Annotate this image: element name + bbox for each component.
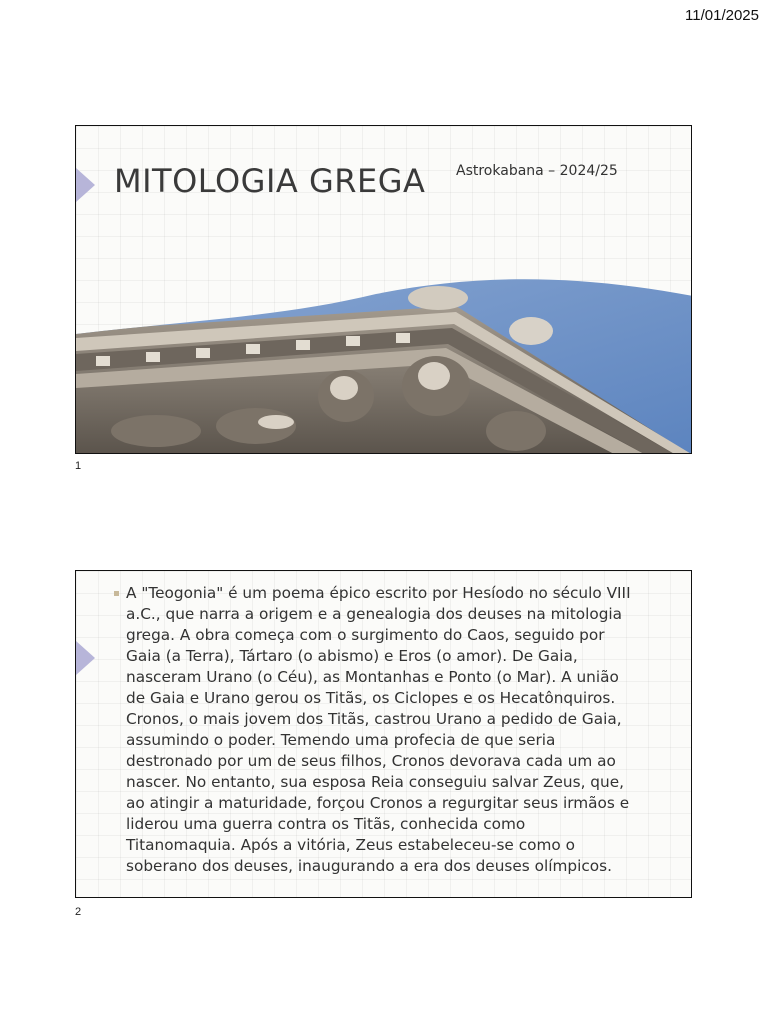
body-text: A "Teogonia" é um poema épico escrito por Hesíodo no século VIII a.C., que narra a origem e a genealogia dos deuses na mitologia grega. A obra começa com o surgimento do Caos, seguido por Gaia (a Terra), Tártaro (o abismo) e Eros (o amor). De Gaia, nasceram Urano (o Céu), as Montanhas e Ponto (o Mar). A união de Gaia e Urano gerou os Titãs, os Ciclopes e os Hecatônquiros. Cronos, o mais jovem dos Titãs, castrou Urano a pedido de Gaia, assumindo o poder. Temendo uma profecia de que seria destronado por um de seus filhos, Cronos devorava cada um ao nascer. No entanto, sua esposa Reia conseguiu salvar Zeus, que, ao atingir a maturidade, forçou Cronos a regurgitar seus irmãos e liderou uma guerra contra os Titãs, conhecida como Titanomaquia. Após a vitória, Zeus estabeleceu-se como o soberano dos deuses, inaugurando a era dos deuses olímpicos. xyxy=(126,584,631,875)
page-number: 2 xyxy=(75,906,82,918)
slide-marker-triangle xyxy=(76,168,95,202)
slide-title: MITOLOGIA GREGA xyxy=(114,162,426,200)
page-number: 1 xyxy=(75,460,82,472)
slide-2 xyxy=(75,570,692,898)
slide-1 xyxy=(75,125,692,454)
slide-marker-triangle xyxy=(76,641,95,675)
bullet-icon xyxy=(114,591,119,596)
print-date: 11/01/2025 xyxy=(685,7,759,24)
list-item xyxy=(114,583,634,877)
slide-subtitle: Astrokabana – 2024/25 xyxy=(456,163,618,179)
bullet-list xyxy=(114,583,634,877)
